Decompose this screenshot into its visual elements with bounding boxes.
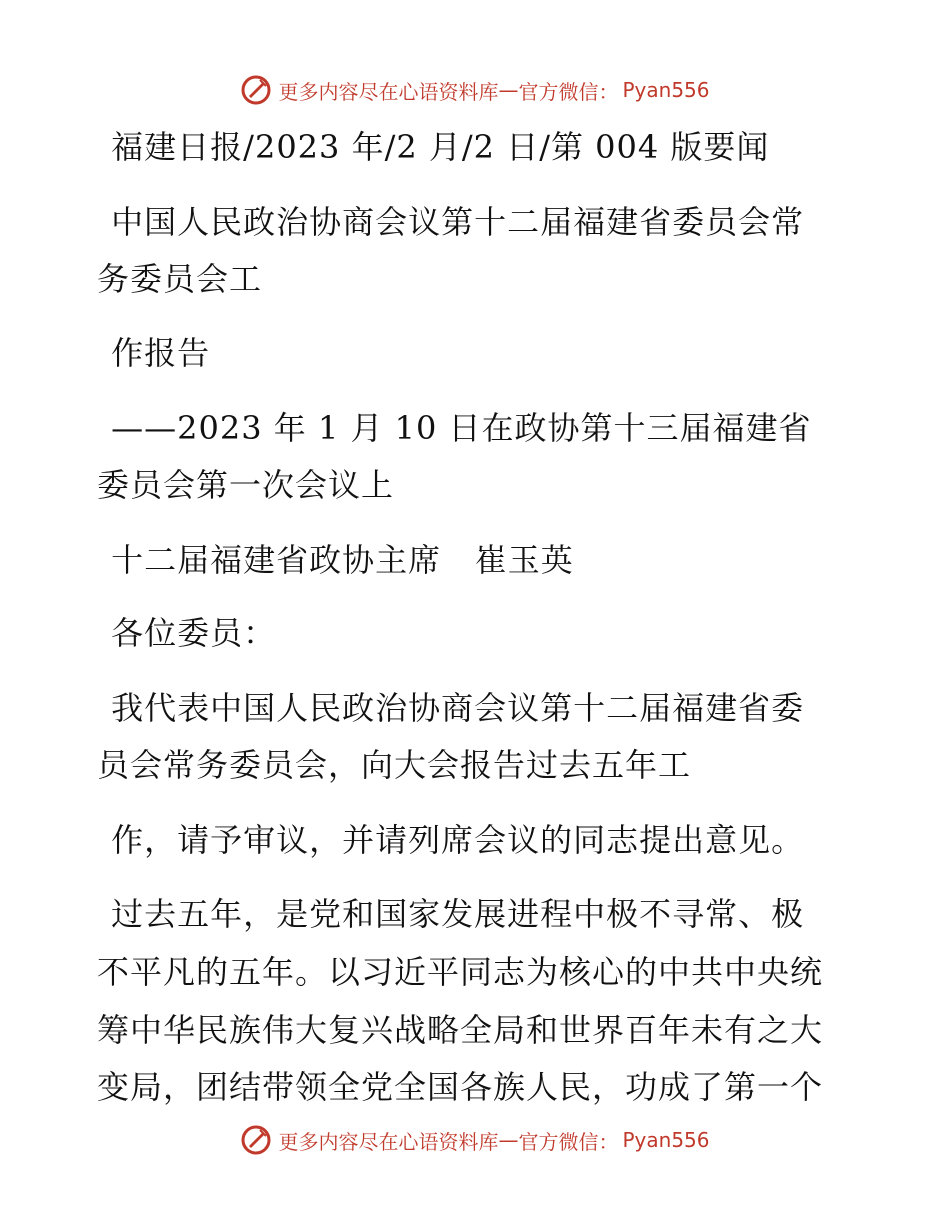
quill-seal-icon xyxy=(240,74,272,106)
watermark-wechat-id: Pyan556 xyxy=(622,78,710,102)
watermark-banner-bottom xyxy=(0,1118,950,1162)
salutation-line: 各位委员： xyxy=(100,614,277,652)
subtitle-line-1: ——2023 年 1 月 10 日在政协第十三届福建省 xyxy=(100,409,812,447)
watermark-label: 官方微信： xyxy=(518,1129,619,1154)
watermark-banner-top xyxy=(0,68,950,112)
paragraph-line: 筹中华民族伟大复兴战略全局和世界百年未有之大 xyxy=(97,1011,824,1049)
quill-seal-icon xyxy=(240,1124,272,1156)
title-line-3: 作报告 xyxy=(100,334,211,372)
watermark-wechat-id: Pyan556 xyxy=(622,1128,710,1152)
watermark-label: 官方微信： xyxy=(518,79,619,104)
paragraph-line: 员会常务委员会，向大会报告过去五年工 xyxy=(97,746,692,784)
paragraph-line: 过去五年，是党和国家发展进程中极不寻常、极 xyxy=(100,895,805,933)
paragraph-line: 不平凡的五年。以习近平同志为核心的中共中央统 xyxy=(97,953,824,991)
paragraph-line: 变局，团结带领全党全国各族人民，功成了第一个 xyxy=(97,1068,824,1106)
title-line-1: 中国人民政治协商会议第十二届福建省委员会常 xyxy=(100,203,805,241)
paragraph-line: 我代表中国人民政治协商会议第十二届福建省委 xyxy=(100,689,805,727)
watermark-text: 更多内容尽在心语资料库 xyxy=(278,1129,499,1154)
paragraph-line: 作，请予审议，并请列席会议的同志提出意见。 xyxy=(100,821,805,859)
subtitle-line-2: 委员会第一次会议上 xyxy=(97,466,395,504)
source-line: 福建日报/2023 年/2 月/2 日/第 004 版要闻 xyxy=(100,128,770,166)
title-line-2: 务委员会工 xyxy=(97,260,263,298)
author-line: 十二届福建省政协主席 崔玉英 xyxy=(100,541,574,579)
watermark-dash: — xyxy=(498,78,519,102)
watermark-dash: — xyxy=(498,1128,519,1152)
watermark-text: 更多内容尽在心语资料库 xyxy=(278,79,499,104)
